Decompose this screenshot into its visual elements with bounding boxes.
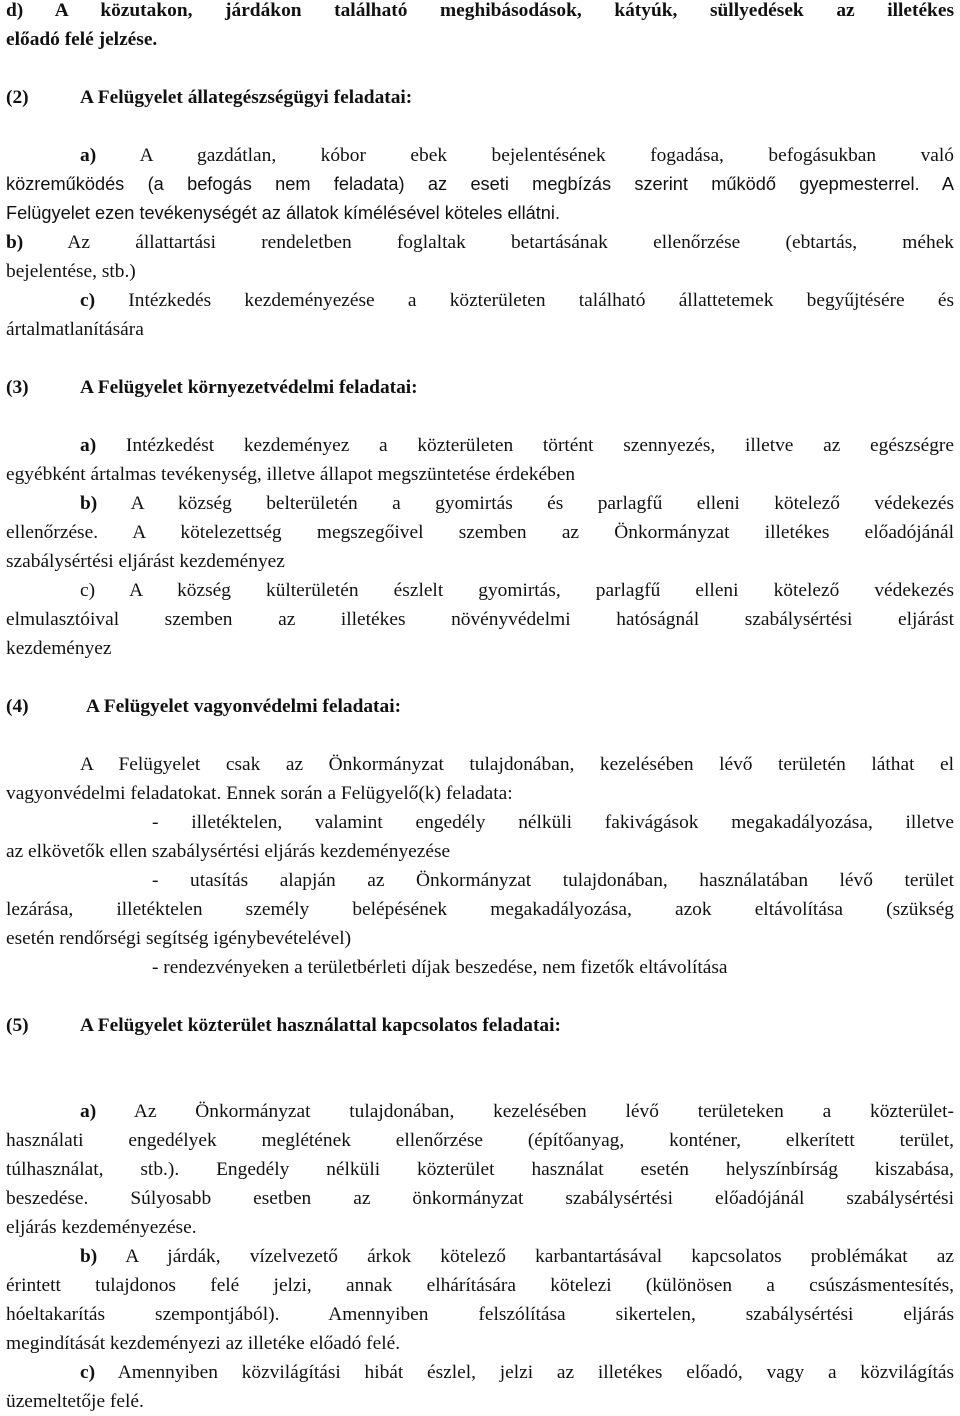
item-label: b)	[6, 232, 24, 253]
text-line: Felügyelet ezen tevékenységét az állatok kímélésével köteles ellátni.	[6, 203, 561, 223]
section-heading	[6, 83, 954, 112]
text-line: használati engedélyek meglétének ellenőrzése (építőanyag, konténer, elkerített terület,	[6, 1130, 954, 1151]
item-label: b)	[80, 493, 98, 514]
text-line: kezdeményez	[6, 638, 112, 659]
text-span: Az állattartási rendeletben foglaltak betartásának ellenőrzése (ebtartás, méhek	[67, 232, 954, 253]
section-heading	[6, 692, 954, 721]
text-span: Intézkedést kezdeményez a közterületen történt szennyezés, illetve az egészségre	[125, 435, 954, 456]
section-number: (2)	[6, 87, 29, 108]
text-line	[6, 1358, 954, 1387]
text-span: A gazdátlan, kóbor ebek bejelentésének fogadása, befogásukban való	[139, 145, 954, 166]
text-line: - illetéktelen, valamint engedély nélküli fakivágások megakadályozása, illetve	[152, 812, 954, 833]
text-line: bejelentése, stb.)	[6, 261, 136, 282]
text-line: d) A közutakon, járdákon található meghibásodások, kátyúk, süllyedések az illetékes	[6, 0, 954, 21]
text-line: ellenőrzése. A kötelezettség megszegőivel szemben az Önkormányzat illetékes előadójánál	[6, 522, 954, 543]
text-line	[6, 141, 954, 170]
section-title: A Felügyelet vagyonvédelmi feladatai:	[86, 696, 402, 717]
text-line: vagyonvédelmi feladatokat. Ennek során a Felügyelő(k) feladata:	[6, 783, 513, 804]
text-line: üzemeltetője felé.	[6, 1391, 144, 1412]
text-span: A járdák, vízelvezető árkok kötelező karbantartásával kapcsolatos problémákat az	[125, 1246, 954, 1267]
item-label: c)	[80, 290, 96, 311]
text-line: ártalmatlanítására	[6, 319, 144, 340]
text-line: - utasítás alapján az Önkormányzat tulajdonában, használatában lévő terület	[152, 870, 954, 891]
text-line	[6, 431, 954, 460]
section-title: A Felügyelet közterület használattal kapcsolatos feladatai:	[80, 1015, 561, 1036]
item-label: c)	[80, 1362, 96, 1383]
text-span: Az Önkormányzat tulajdonában, kezelésében lévő területeken a közterület-	[133, 1101, 954, 1122]
text-line: előadó felé jelzése.	[6, 29, 158, 50]
item-label: a)	[80, 435, 97, 456]
section-heading	[6, 373, 954, 402]
section-number: (5)	[6, 1015, 29, 1036]
text-line	[6, 228, 954, 257]
section-title: A Felügyelet állategészségügyi feladatai:	[80, 87, 413, 108]
section-title: A Felügyelet környezetvédelmi feladatai:	[80, 377, 418, 398]
text-line	[6, 1242, 954, 1271]
text-line	[6, 489, 954, 518]
text-line: megindítását kezdeményezi az illetéke előadó felé.	[6, 1333, 401, 1354]
text-span: Intézkedés kezdeményezése a közterületen található állattetemek begyűjtésére és	[128, 290, 954, 311]
text-span: A község belterületén a gyomirtás és parlagfű elleni kötelező védekezés	[130, 493, 954, 514]
text-line: beszedése. Súlyosabb esetben az önkormányzat szabálysértési előadójánál szabálysértési	[6, 1188, 954, 1209]
text-line: c) A község külterületén észlelt gyomirtás, parlagfű elleni kötelező védekezés	[80, 580, 954, 601]
section-number: (3)	[6, 377, 29, 398]
text-span: Amennyiben közvilágítási hibát észlel, jelzi az illetékes előadó, vagy a közvilágítás	[117, 1362, 954, 1383]
item-label: a)	[80, 1101, 97, 1122]
text-line: A Felügyelet csak az Önkormányzat tulajdonában, kezelésében lévő területén láthat el	[80, 754, 954, 775]
item-label: a)	[80, 145, 97, 166]
text-line: lezárása, illetéktelen személy belépésének megakadályozása, azok eltávolítása (szükség	[6, 899, 954, 920]
item-label: b)	[80, 1246, 98, 1267]
text-line: szabálysértési eljárást kezdeményez	[6, 551, 285, 572]
text-line: túlhasználat, stb.). Engedély nélküli közterület használat esetén helyszínbírság kiszabása,	[6, 1159, 954, 1180]
section-number: (4)	[6, 696, 29, 717]
text-line: elmulasztóival szemben az illetékes növényvédelmi hatóságnál szabálysértési eljárást	[6, 609, 954, 630]
text-line: közreműködés (a befogás nem feladata) az eseti megbízás szerint működő gyepmesterrel. A	[6, 174, 954, 194]
text-line: az elkövetők ellen szabálysértési eljárás kezdeményezése	[6, 841, 451, 862]
text-line: érintett tulajdonos felé jelzi, annak elhárítására kötelezi (különösen a csúszásmentesítés,	[6, 1275, 954, 1296]
text-line: hóeltakarítás szempontjából). Amennyiben felszólítása sikertelen, szabálysértési eljárás	[6, 1304, 954, 1325]
text-line: esetén rendőrségi segítség igénybevételével)	[6, 928, 352, 949]
text-line: - rendezvényeken a területbérleti díjak beszedése, nem fizetők eltávolítása	[152, 957, 728, 978]
text-line: egyébként ártalmas tevékenység, illetve állapot megszüntetése érdekében	[6, 464, 576, 485]
text-line	[6, 1097, 954, 1126]
text-line: eljárás kezdeményezése.	[6, 1217, 197, 1238]
section-heading	[6, 1011, 954, 1040]
text-line	[6, 286, 954, 315]
